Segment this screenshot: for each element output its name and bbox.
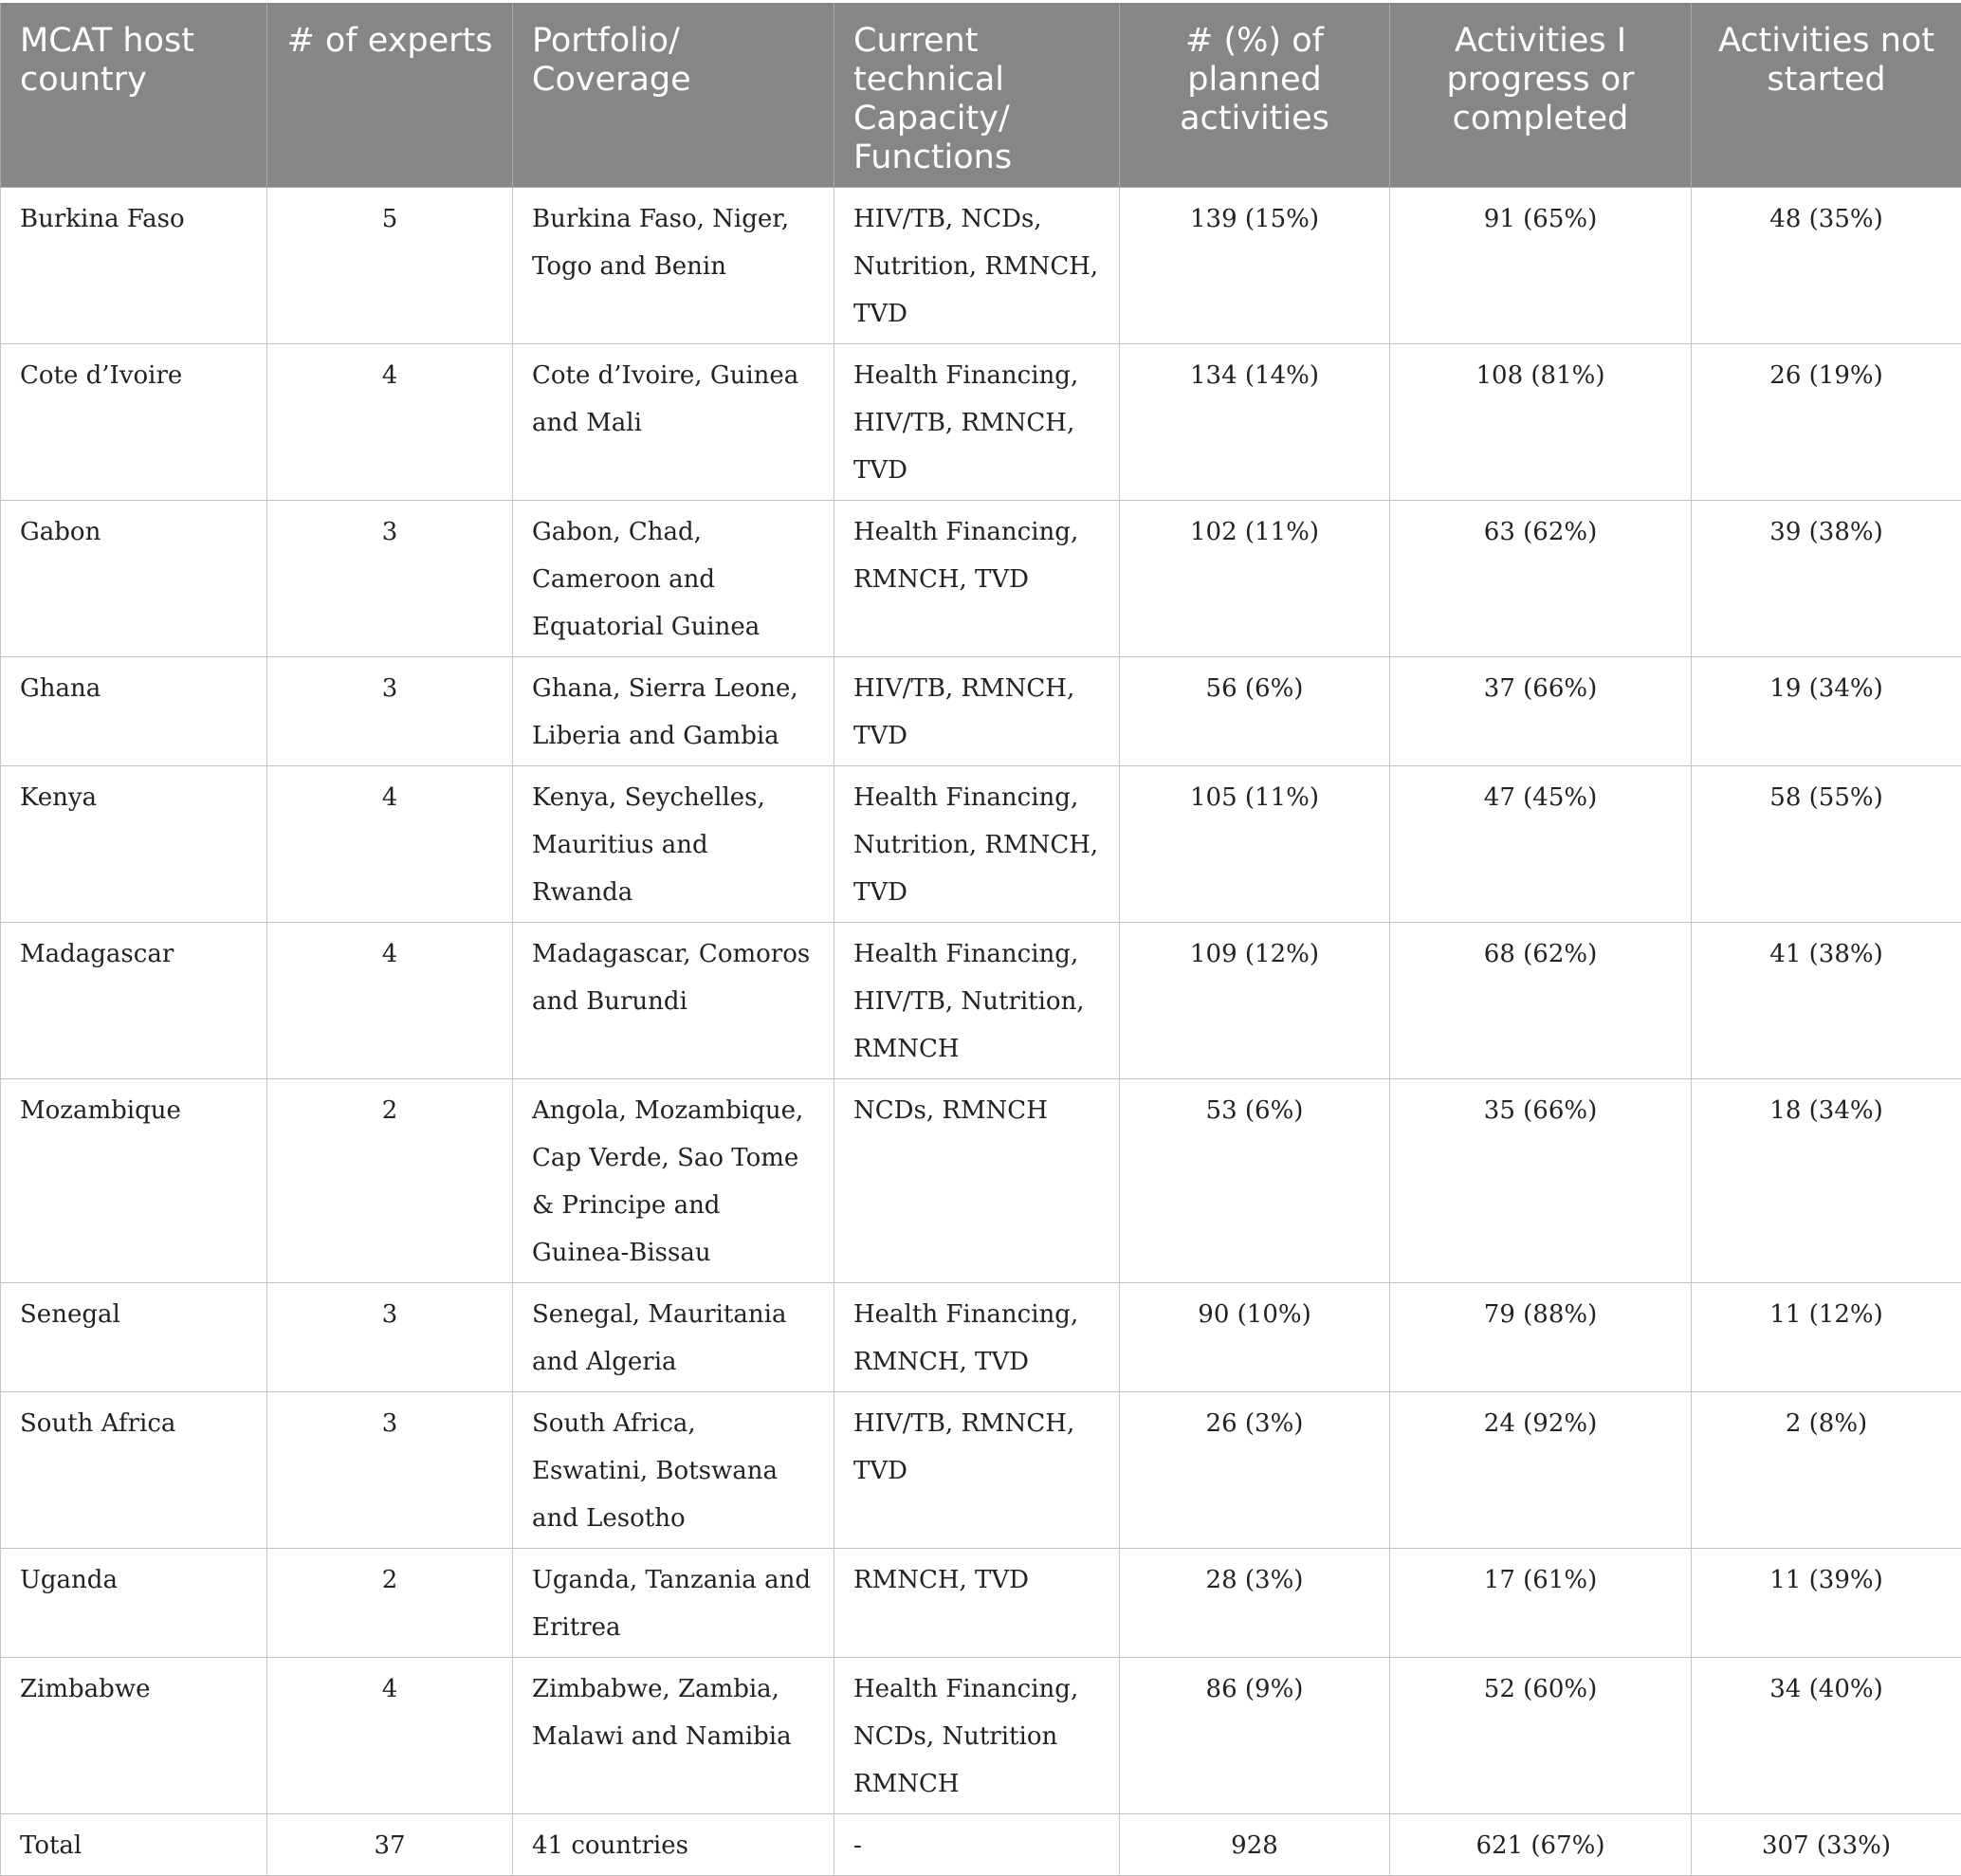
cell-capacity: Health Financing, RMNCH, TVD (834, 1283, 1120, 1392)
cell-experts: 4 (267, 766, 513, 923)
table-row (1, 1079, 1961, 1283)
cell-experts: 4 (267, 344, 513, 501)
cell-progress: 52 (60%) (1390, 1658, 1692, 1814)
table-row (1, 344, 1961, 501)
cell-experts: 4 (267, 923, 513, 1079)
cell-country: Burkina Faso (1, 188, 267, 344)
table-row (1, 657, 1961, 766)
cell-experts: 3 (267, 501, 513, 657)
cell-progress: 79 (88%) (1390, 1283, 1692, 1392)
cell-experts: 3 (267, 657, 513, 766)
cell-country: Madagascar (1, 923, 267, 1079)
cell-planned: 134 (14%) (1120, 344, 1390, 501)
cell-capacity: RMNCH, TVD (834, 1549, 1120, 1658)
cell-capacity: Health Financing, Nutrition, RMNCH, TVD (834, 766, 1120, 923)
header-portfolio: Portfolio/ Coverage (513, 3, 834, 188)
header-not-started: Activities not started (1692, 3, 1961, 188)
cell-portfolio: 41 countries (513, 1814, 834, 1876)
cell-progress: 35 (66%) (1390, 1079, 1692, 1283)
cell-planned: 90 (10%) (1120, 1283, 1390, 1392)
cell-progress: 47 (45%) (1390, 766, 1692, 923)
cell-planned: 53 (6%) (1120, 1079, 1390, 1283)
table-row (1, 766, 1961, 923)
cell-experts: 3 (267, 1392, 513, 1549)
cell-experts: 37 (267, 1814, 513, 1876)
header-row (1, 3, 1961, 188)
cell-progress: 621 (67%) (1390, 1814, 1692, 1876)
cell-planned: 28 (3%) (1120, 1549, 1390, 1658)
header-planned: # (%) of planned activities (1120, 3, 1390, 188)
cell-not-started: 34 (40%) (1692, 1658, 1961, 1814)
cell-planned: 56 (6%) (1120, 657, 1390, 766)
cell-country: Total (1, 1814, 267, 1876)
cell-country: Kenya (1, 766, 267, 923)
cell-planned: 109 (12%) (1120, 923, 1390, 1079)
cell-capacity: HIV/TB, NCDs, Nutrition, RMNCH, TVD (834, 188, 1120, 344)
cell-experts: 2 (267, 1079, 513, 1283)
cell-portfolio: Zimbabwe, Zambia, Malawi and Namibia (513, 1658, 834, 1814)
header-capacity: Current technical Capacity/ Functions (834, 3, 1120, 188)
cell-country: Ghana (1, 657, 267, 766)
cell-not-started: 41 (38%) (1692, 923, 1961, 1079)
cell-country: Cote d’Ivoire (1, 344, 267, 501)
cell-progress: 91 (65%) (1390, 188, 1692, 344)
cell-not-started: 2 (8%) (1692, 1392, 1961, 1549)
cell-capacity: HIV/TB, RMNCH, TVD (834, 1392, 1120, 1549)
table-row (1, 188, 1961, 344)
cell-country: South Africa (1, 1392, 267, 1549)
cell-portfolio: Ghana, Sierra Leone, Liberia and Gambia (513, 657, 834, 766)
cell-not-started: 19 (34%) (1692, 657, 1961, 766)
header-host-country: MCAT host country (1, 3, 267, 188)
cell-capacity: HIV/TB, RMNCH, TVD (834, 657, 1120, 766)
cell-not-started: 58 (55%) (1692, 766, 1961, 923)
cell-experts: 2 (267, 1549, 513, 1658)
table-row-total (1, 1814, 1961, 1876)
table-row (1, 1549, 1961, 1658)
table-row (1, 1283, 1961, 1392)
table-row (1, 923, 1961, 1079)
cell-planned: 139 (15%) (1120, 188, 1390, 344)
cell-not-started: 48 (35%) (1692, 188, 1961, 344)
cell-capacity: Health Financing, HIV/TB, Nutrition, RMNCH (834, 923, 1120, 1079)
cell-planned: 102 (11%) (1120, 501, 1390, 657)
table-row (1, 1658, 1961, 1814)
cell-progress: 24 (92%) (1390, 1392, 1692, 1549)
cell-progress: 37 (66%) (1390, 657, 1692, 766)
cell-portfolio: Angola, Mozambique, Cap Verde, Sao Tome & Principe and Guinea-Bissau (513, 1079, 834, 1283)
header-experts: # of experts (267, 3, 513, 188)
cell-planned: 105 (11%) (1120, 766, 1390, 923)
cell-portfolio: Uganda, Tanzania and Eritrea (513, 1549, 834, 1658)
cell-portfolio: Kenya, Seychelles, Mauritius and Rwanda (513, 766, 834, 923)
cell-not-started: 39 (38%) (1692, 501, 1961, 657)
cell-experts: 3 (267, 1283, 513, 1392)
cell-not-started: 26 (19%) (1692, 344, 1961, 501)
activities-table (0, 3, 1961, 1876)
cell-portfolio: Madagascar, Comoros and Burundi (513, 923, 834, 1079)
table-header (1, 3, 1961, 188)
table-row (1, 1392, 1961, 1549)
cell-progress: 108 (81%) (1390, 344, 1692, 501)
cell-planned: 928 (1120, 1814, 1390, 1876)
table-row (1, 501, 1961, 657)
cell-not-started: 11 (39%) (1692, 1549, 1961, 1658)
cell-portfolio: South Africa, Eswatini, Botswana and Lesotho (513, 1392, 834, 1549)
cell-not-started: 11 (12%) (1692, 1283, 1961, 1392)
table-body (1, 188, 1961, 1876)
cell-country: Uganda (1, 1549, 267, 1658)
cell-capacity: Health Financing, HIV/TB, RMNCH, TVD (834, 344, 1120, 501)
cell-capacity: - (834, 1814, 1120, 1876)
cell-portfolio: Burkina Faso, Niger, Togo and Benin (513, 188, 834, 344)
header-in-progress: Activities I progress or completed (1390, 3, 1692, 188)
cell-capacity: Health Financing, NCDs, Nutrition RMNCH (834, 1658, 1120, 1814)
cell-portfolio: Gabon, Chad, Cameroon and Equatorial Guinea (513, 501, 834, 657)
cell-planned: 26 (3%) (1120, 1392, 1390, 1549)
cell-country: Gabon (1, 501, 267, 657)
cell-experts: 5 (267, 188, 513, 344)
cell-capacity: NCDs, RMNCH (834, 1079, 1120, 1283)
cell-not-started: 307 (33%) (1692, 1814, 1961, 1876)
cell-portfolio: Senegal, Mauritania and Algeria (513, 1283, 834, 1392)
cell-not-started: 18 (34%) (1692, 1079, 1961, 1283)
cell-progress: 17 (61%) (1390, 1549, 1692, 1658)
cell-country: Mozambique (1, 1079, 267, 1283)
cell-planned: 86 (9%) (1120, 1658, 1390, 1814)
cell-country: Zimbabwe (1, 1658, 267, 1814)
cell-experts: 4 (267, 1658, 513, 1814)
cell-portfolio: Cote d’Ivoire, Guinea and Mali (513, 344, 834, 501)
cell-country: Senegal (1, 1283, 267, 1392)
cell-capacity: Health Financing, RMNCH, TVD (834, 501, 1120, 657)
cell-progress: 68 (62%) (1390, 923, 1692, 1079)
cell-progress: 63 (62%) (1390, 501, 1692, 657)
